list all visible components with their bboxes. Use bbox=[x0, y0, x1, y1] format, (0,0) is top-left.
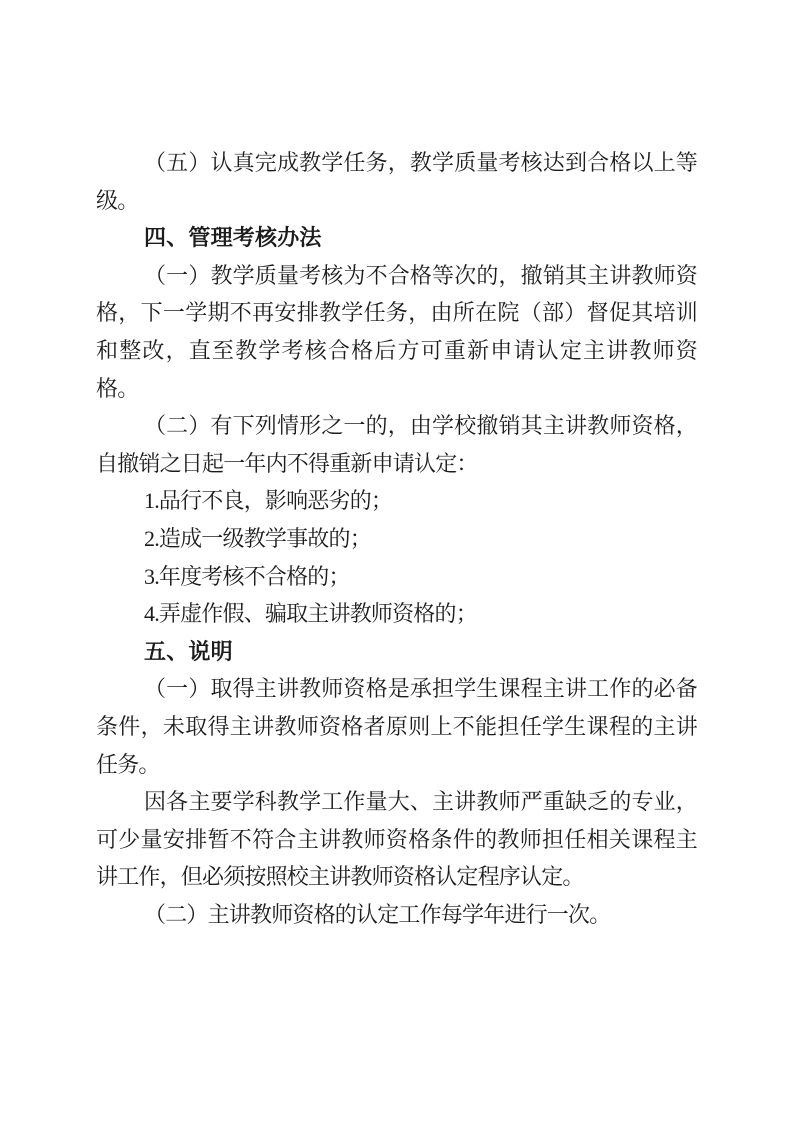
text-line: 级。 bbox=[96, 187, 139, 213]
text-line: （二）有下列情形之一的，由学校撤销其主讲教师资格， bbox=[144, 413, 697, 439]
text-line: （二）主讲教师资格的认定工作每学年进行一次。 bbox=[144, 901, 611, 927]
paragraph bbox=[96, 144, 697, 219]
text-line: 格，下一学期不再安排教学任务，由所在院（部）督促其培训 bbox=[96, 300, 697, 326]
text-line: （五）认真完成教学任务，教学质量考核达到合格以上等 bbox=[144, 150, 697, 175]
paragraph bbox=[96, 783, 697, 896]
paragraph bbox=[96, 407, 697, 482]
text-line: 1.品行不良，影响恶劣的； bbox=[144, 488, 393, 514]
text-line: 任务。 bbox=[96, 751, 160, 777]
text-line: 条件，未取得主讲教师资格者原则上不能担任学生课程的主讲 bbox=[96, 713, 697, 739]
text-line: 3.年度考核不合格的； bbox=[144, 563, 350, 589]
paragraph bbox=[96, 257, 697, 407]
text-line: 五、说明 bbox=[144, 638, 233, 664]
text-line: 讲工作，但必须按照校主讲教师资格认定程序认定。 bbox=[96, 864, 584, 890]
section-heading bbox=[96, 633, 697, 671]
text-line: （一）教学质量考核为不合格等次的，撤销其主讲教师资 bbox=[144, 262, 697, 288]
paragraph bbox=[96, 896, 697, 934]
list-item bbox=[96, 595, 697, 633]
text-line: 可少量安排暂不符合主讲教师资格条件的教师担任相关课程主 bbox=[96, 826, 697, 852]
list-item bbox=[96, 520, 697, 558]
text-line: 和整改，直至教学考核合格后方可重新申请认定主讲教师资 bbox=[96, 337, 697, 363]
text-line: 格。 bbox=[96, 375, 139, 401]
text-line: 因各主要学科教学工作量大、主讲教师严重缺乏的专业， bbox=[144, 789, 697, 815]
text-line: （一）取得主讲教师资格是承担学生课程主讲工作的必备 bbox=[144, 676, 697, 702]
list-item bbox=[96, 482, 697, 520]
paragraph bbox=[96, 670, 697, 783]
text-line: 2.造成一级教学事故的； bbox=[144, 525, 371, 551]
text-line: 四、管理考核办法 bbox=[144, 225, 322, 251]
list-item bbox=[96, 558, 697, 596]
section-heading bbox=[96, 219, 697, 257]
text-line: 4.弄虚作假、骗取主讲教师资格的； bbox=[144, 601, 477, 627]
text-line: 自撤销之日起一年内不得重新申请认定： bbox=[96, 450, 478, 476]
